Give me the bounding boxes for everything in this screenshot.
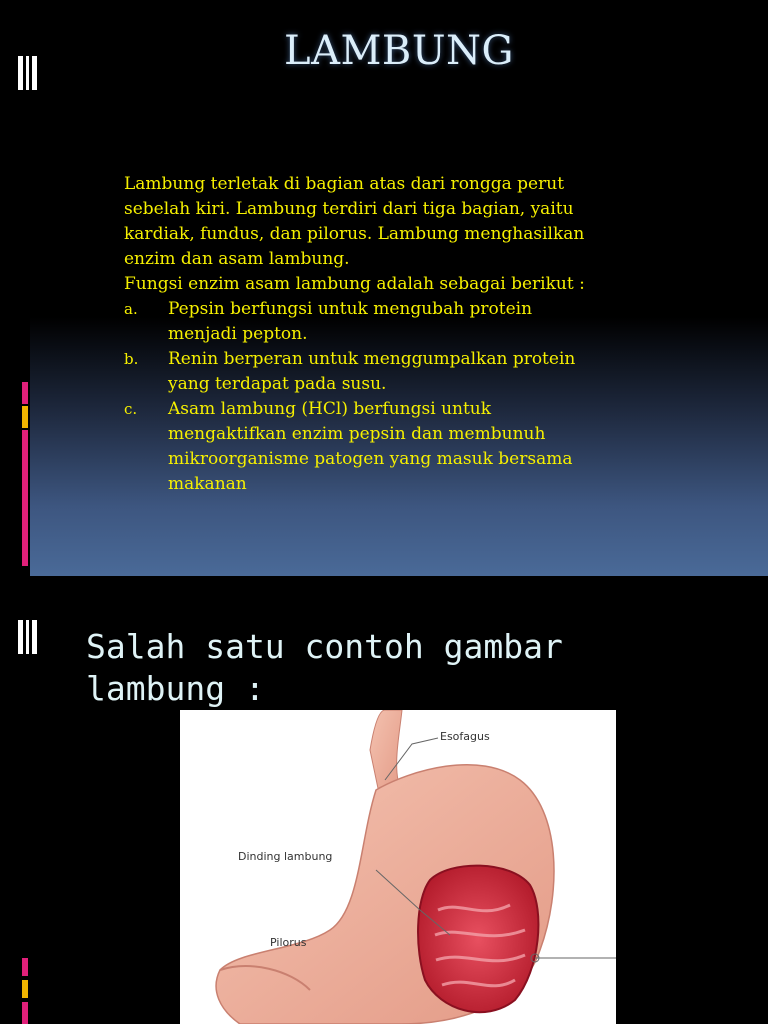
list-marker: c. xyxy=(124,400,138,418)
slide-title: LAMBUNG xyxy=(284,28,514,74)
body-line: Fungsi enzim asam lambung adalah sebagai berikut : xyxy=(124,274,585,294)
body-line: kardiak, fundus, dan pilorus. Lambung menghasilkan xyxy=(124,224,585,244)
accent-gold-1 xyxy=(22,406,28,428)
stomach-image xyxy=(180,710,616,1024)
list-item xyxy=(124,397,664,497)
list-line: yang terdapat pada susu. xyxy=(168,374,387,394)
heading-line: Salah satu contoh gambar xyxy=(86,627,563,666)
accent-pink-1 xyxy=(22,382,28,404)
list-marker: a. xyxy=(124,300,138,318)
list-item-text xyxy=(168,347,575,397)
list-line: makanan xyxy=(168,474,247,494)
list-line: menjadi pepton. xyxy=(168,324,308,344)
accent-gold-1 xyxy=(22,980,28,998)
slide-heading xyxy=(86,626,646,710)
accent-pink-2 xyxy=(22,430,28,566)
body-line: enzim dan asam lambung. xyxy=(124,249,350,269)
slide-body xyxy=(124,172,664,497)
label-esofagus: Esofagus xyxy=(440,730,490,743)
list-line: Renin berperan untuk menggumpalkan protein xyxy=(168,349,576,369)
slide-2 xyxy=(0,576,768,1024)
decorative-bars-top xyxy=(18,620,37,654)
label-pilorus: Pilorus xyxy=(270,936,307,949)
body-line: sebelah kiri. Lambung terdiri dari tiga bagian, yaitu xyxy=(124,199,574,219)
list-item xyxy=(124,347,664,397)
label-dinding-lambung: Dinding lambung xyxy=(238,850,333,863)
list-item-text xyxy=(168,297,532,347)
stomach-illustration xyxy=(180,710,616,1024)
list-marker: b. xyxy=(124,350,139,368)
list-line: Pepsin berfungsi untuk mengubah protein xyxy=(168,299,533,319)
enzyme-function-list xyxy=(124,297,664,497)
accent-pink-2 xyxy=(22,1002,28,1024)
heading-line: lambung : xyxy=(86,669,265,708)
list-line: mikroorganisme patogen yang masuk bersama xyxy=(168,449,573,469)
list-line: mengaktifkan enzim pepsin dan membunuh xyxy=(168,424,546,444)
body-line: Lambung terletak di bagian atas dari rongga perut xyxy=(124,174,565,194)
list-item xyxy=(124,297,664,347)
accent-pink-1 xyxy=(22,958,28,976)
list-item-text xyxy=(168,397,572,497)
list-line: Asam lambung (HCl) berfungsi untuk xyxy=(168,399,492,419)
